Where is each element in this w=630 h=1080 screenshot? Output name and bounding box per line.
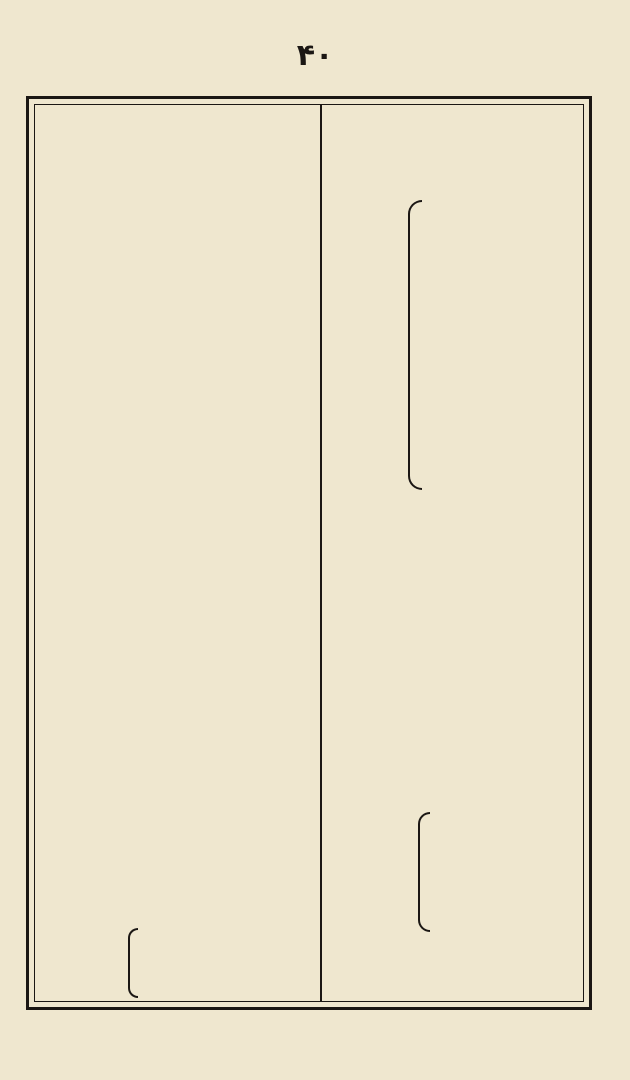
page-number: ۴۰ <box>296 38 334 73</box>
grouping-brace <box>128 928 138 998</box>
column-divider <box>320 104 322 1002</box>
grouping-brace <box>418 812 430 932</box>
grouping-brace <box>408 200 422 490</box>
inner-border-frame <box>34 104 584 1002</box>
